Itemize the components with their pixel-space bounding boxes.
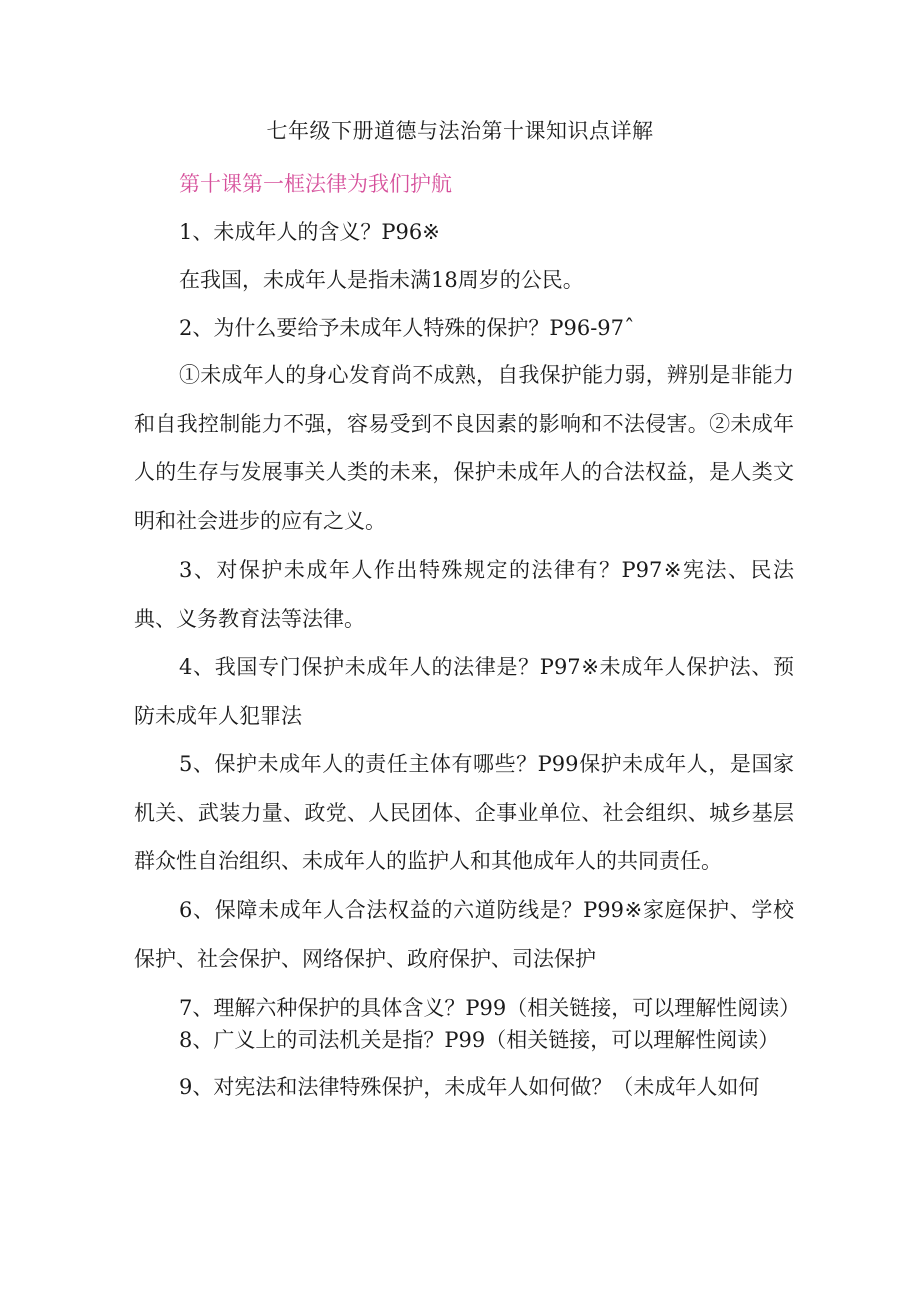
- question-5: 5、保护未成年人的责任主体有哪些？P99保护未成年人，是国家机关、武装力量、政党、人民团体、企事业单位、社会组织、城乡基层群众性自治组织、未成年人的监护人和其他成年人的共同责任。: [134, 752, 794, 873]
- answer-2: ①未成年人的身心发育尚不成熟，自我保护能力弱，辨别是非能力和自我控制能力不强，容易受到不良因素的影响和不法侵害。②未成年人的生存与发展事关人类的未来，保护未成年人的合法权益，是人类文明和社会进步的应有之义。: [134, 363, 794, 533]
- question-2: 2、为什么要给予未成年人特殊的保护？P96-97ˆ: [179, 316, 635, 340]
- section-heading: 第十课第一框法律为我们护航: [179, 172, 452, 196]
- question-6: 6、保障未成年人合法权益的六道防线是？P99※家庭保护、学校保护、社会保护、网络保护、政府保护、司法保护: [134, 898, 794, 971]
- question-7: 7、理解六种保护的具体含义？P99（相关链接，可以理解性阅读）: [179, 996, 801, 1020]
- answer-1: 在我国，未成年人是指未满18周岁的公民。: [179, 268, 584, 292]
- question-8: 8、广义上的司法机关是指？P99（相关链接，可以理解性阅读）: [179, 1028, 780, 1052]
- question-1: 1、未成年人的含义？P96※: [179, 220, 440, 244]
- document-title: 七年级下册道德与法治第十课知识点详解: [266, 119, 654, 143]
- question-4: 4、我国专门保护未成年人的法律是？P97※未成年人保护法、预防未成年人犯罪法: [134, 655, 794, 728]
- question-9: 9、对宪法和法律特殊保护，未成年人如何做？（未成年人如何: [179, 1075, 760, 1099]
- question-3: 3、对保护未成年人作出特殊规定的法律有？P97※宪法、民法典、义务教育法等法律。: [134, 558, 794, 631]
